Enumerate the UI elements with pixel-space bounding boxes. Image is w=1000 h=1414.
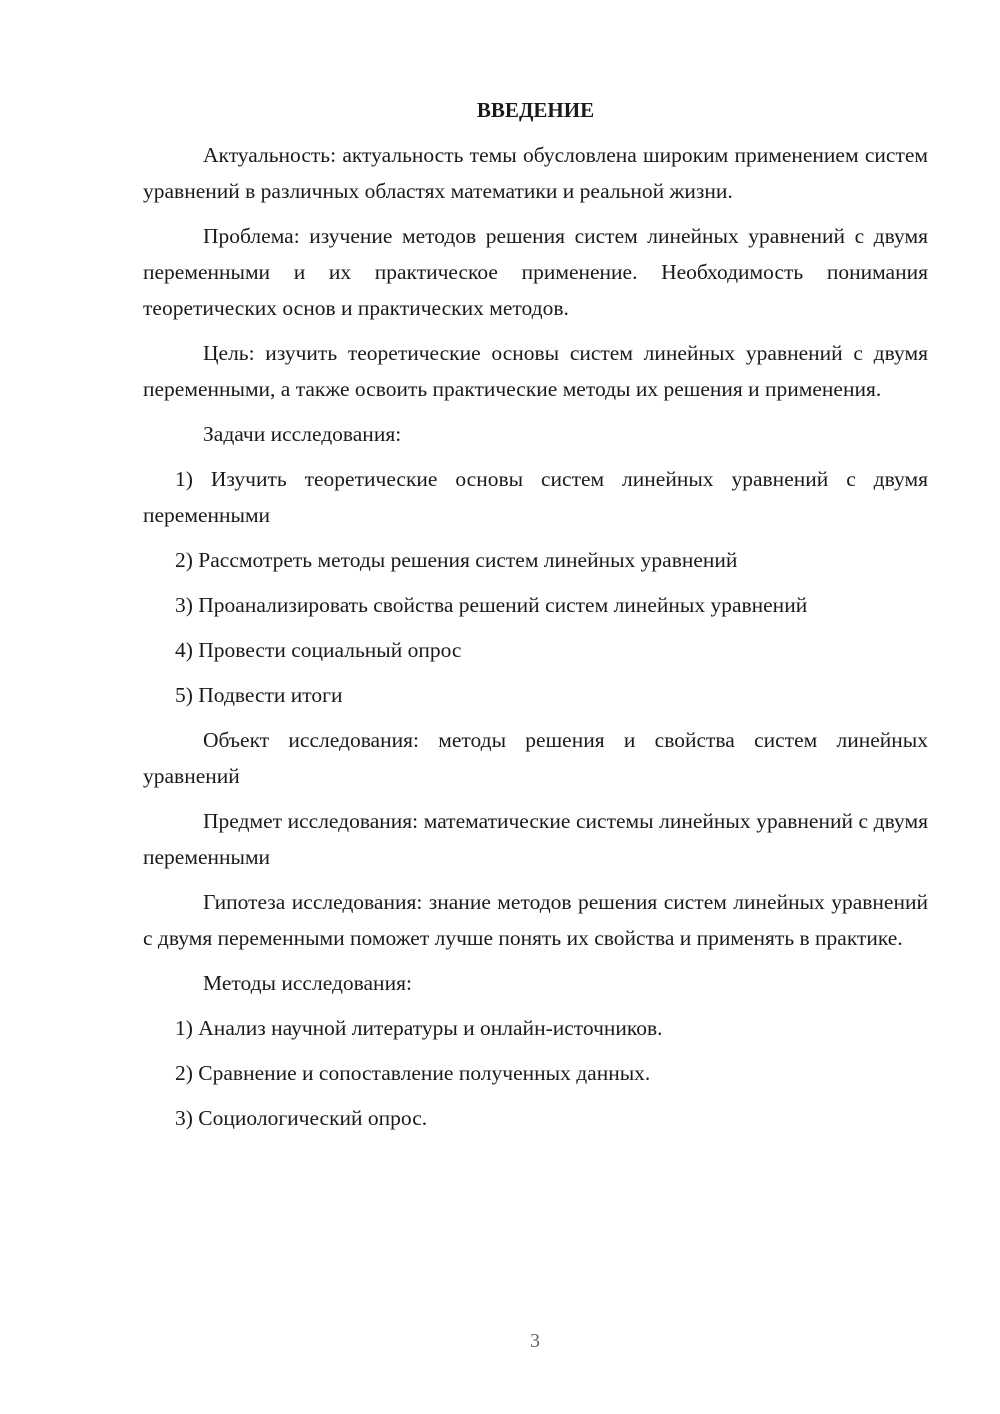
page-number: 3 [530, 1330, 540, 1352]
object-paragraph: Объект исследования: методы решения и свойства систем линейных уравнений [143, 728, 928, 788]
document-page [143, 92, 928, 1145]
page-title: ВВЕДЕНИЕ [476, 98, 595, 122]
method-item: 1) Анализ научной литературы и онлайн-источников. [175, 1016, 663, 1040]
relevance-paragraph: Актуальность: актуальность темы обусловлена широким применением систем уравнений в различных областях математики и реальной жизни. [143, 143, 928, 203]
goal-paragraph: Цель: изучить теоретические основы систем линейных уравнений с двумя переменными, а также освоить практические методы их решения и применения. [143, 341, 928, 401]
task-item: 5) Подвести итоги [175, 683, 343, 707]
task-item: 3) Проанализировать свойства решений систем линейных уравнений [175, 593, 808, 617]
method-item: 3) Социологический опрос. [175, 1106, 428, 1130]
task-item: 2) Рассмотреть методы решения систем линейных уравнений [175, 548, 738, 572]
hypothesis-paragraph: Гипотеза исследования: знание методов решения систем линейных уравнений с двумя переменными поможет лучше понять их свойства и применять в практике. [143, 890, 928, 950]
tasks-heading: Задачи исследования: [203, 422, 402, 446]
methods-heading: Методы исследования: [203, 971, 412, 995]
method-item: 2) Сравнение и сопоставление полученных данных. [175, 1061, 651, 1085]
task-item: 4) Провести социальный опрос [175, 638, 462, 662]
problem-paragraph: Проблема: изучение методов решения систем линейных уравнений с двумя переменными и их практическое применение. Необходимость понимания теоретических основ и практических методов. [143, 224, 928, 320]
task-item: 1) Изучить теоретические основы систем линейных уравнений с двумя переменными [143, 467, 928, 527]
subject-paragraph: Предмет исследования: математические системы линейных уравнений с двумя переменными [143, 809, 928, 869]
